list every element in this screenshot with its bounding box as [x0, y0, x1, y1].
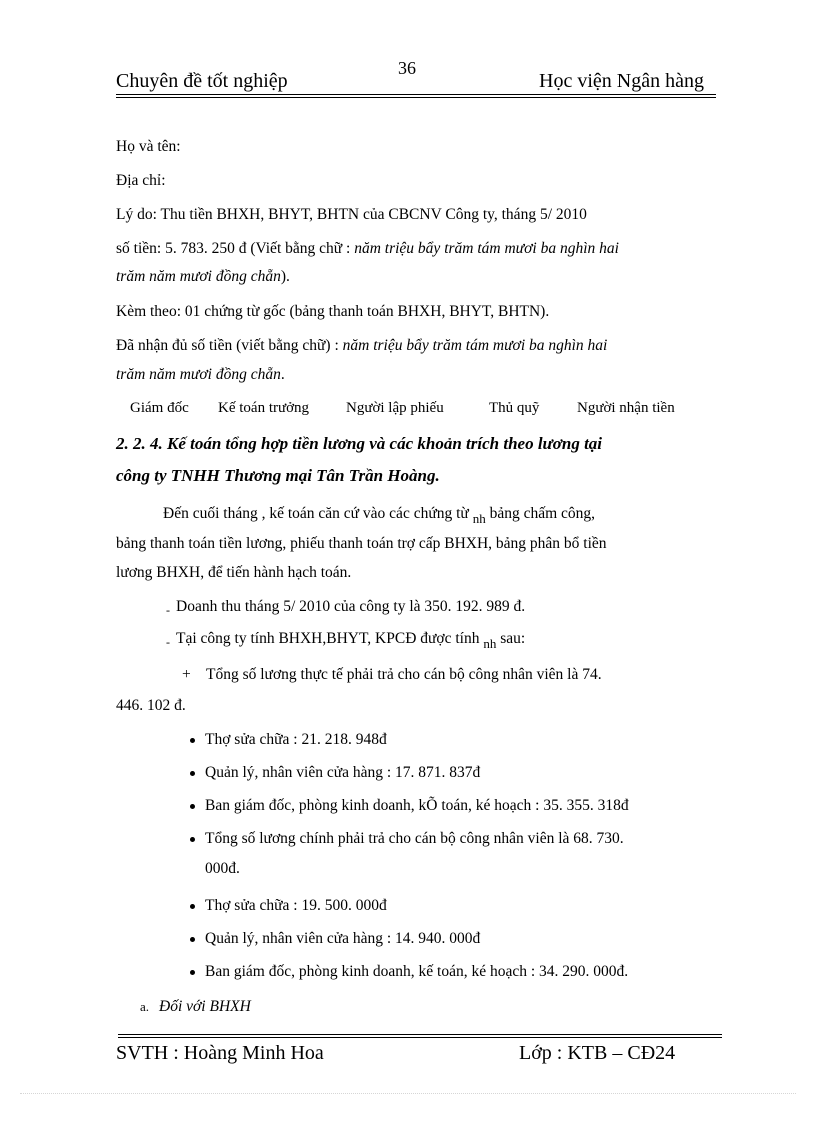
dash-item-revenue	[166, 598, 525, 618]
subsection-title: Đối với BHXH	[159, 998, 251, 1015]
bullet-icon	[190, 771, 195, 776]
paragraph-sub: nh	[472, 511, 486, 526]
bullet-icon	[190, 904, 195, 909]
received-close: .	[280, 366, 285, 383]
bullet-item	[190, 963, 628, 981]
bullet-item	[190, 764, 480, 782]
plus-marker: +	[182, 666, 191, 683]
reason-line: Lý do: Thu tiền BHXH, BHYT, BHTN của CBCNV Công ty, tháng 5/ 2010	[116, 206, 587, 223]
subsection-marker: a.	[140, 999, 150, 1014]
paragraph-line3: lương BHXH, để tiến hành hạch toán.	[116, 564, 352, 581]
bullet-item	[190, 930, 480, 948]
dash-marker-icon: -	[166, 603, 170, 617]
section-heading-line1: 2. 2. 4. Kế toán tổng hợp tiền lương và các khoản trích theo lương tại	[116, 434, 603, 453]
amount-line	[116, 240, 619, 258]
attached-line: Kèm theo: 01 chứng từ gốc (bảng thanh toán BHXH, BHYT, BHTN).	[116, 303, 550, 320]
dash-item-text-end: sau:	[496, 630, 526, 647]
footer-rule	[118, 1034, 722, 1035]
bullet-item	[190, 830, 624, 848]
amount-label: số tiền: 5. 783. 250 đ (Viết bằng chữ :	[116, 240, 355, 257]
received-line-2	[116, 366, 285, 384]
name-line: Họ và tên:	[116, 138, 181, 155]
bullet-text: Quản lý, nhân viên cửa hàng : 14. 940. 000đ	[205, 930, 481, 947]
plus-item-line1: Tổng số lương thực tế phải trả cho cán bộ công nhân viên là 74.	[206, 666, 602, 683]
bullet-item	[190, 731, 387, 749]
signature-cashier: Thủ quỹ	[489, 400, 540, 416]
paragraph-line2: bảng thanh toán tiền lương, phiếu thanh toán trợ cấp BHXH, bảng phân bổ tiền	[116, 535, 607, 552]
subsection-a	[140, 998, 251, 1016]
received-label: Đã nhận đủ số tiền (viết bằng chữ) :	[116, 337, 343, 354]
received-line	[116, 337, 607, 355]
footer-rule-2	[118, 1037, 722, 1038]
dash-marker-icon: -	[166, 635, 170, 649]
bullet-text: Tổng số lương chính phải trả cho cán bộ công nhân viên là 68. 730.	[205, 830, 624, 847]
header-left-title: Chuyên đề tốt nghiệp	[116, 70, 288, 92]
bullet-text: Thợ sửa chữa : 21. 218. 948đ	[205, 731, 387, 748]
bullet-item	[190, 797, 629, 815]
bullet-text: Ban giám đốc, phòng kinh doanh, kế toán, ké hoạch : 34. 290. 000đ.	[205, 963, 629, 980]
received-words-cont: trăm năm mươi đồng chẵn	[116, 366, 281, 383]
signature-chief-accountant: Kế toán trưởng	[218, 400, 310, 416]
bullet-icon	[190, 837, 195, 842]
footer-class: Lớp : KTB – CĐ24	[519, 1042, 676, 1064]
page-bottom-divider	[20, 1093, 796, 1094]
bullet-icon	[190, 804, 195, 809]
bullet-text: Thợ sửa chữa : 19. 500. 000đ	[205, 897, 387, 914]
footer-student: SVTH : Hoàng Minh Hoa	[116, 1042, 324, 1064]
paragraph-text-end: bảng chấm công,	[485, 505, 596, 522]
bullet-item	[190, 897, 387, 915]
bullet-icon	[190, 970, 195, 975]
amount-close: ).	[280, 268, 290, 285]
received-words: năm triệu bẩy trăm tám mươi ba nghìn hai	[342, 337, 608, 354]
header-rule-2	[116, 97, 716, 98]
dash-item-text: Doanh thu tháng 5/ 2010 của công ty là 350. 192. 989 đ.	[176, 598, 526, 615]
header-rule	[116, 94, 716, 95]
amount-words-cont: trăm năm mươi đồng chẵn	[116, 268, 281, 285]
dash-item-calculation	[166, 630, 525, 652]
amount-line-2	[116, 268, 290, 286]
bullet-text: Quản lý, nhân viên cửa hàng : 17. 871. 837đ	[205, 764, 481, 781]
page-number: 36	[398, 58, 416, 78]
paragraph-text: Đến cuối tháng , kế toán căn cứ vào các chứng từ	[163, 505, 473, 522]
bullet-icon	[190, 937, 195, 942]
bullet-item-cont: 000đ.	[205, 860, 240, 877]
dash-item-text: Tại công ty tính BHXH,BHYT, KPCĐ được tính	[176, 630, 484, 647]
paragraph-line1	[163, 505, 595, 527]
header-right-title: Học viện Ngân hàng	[539, 70, 704, 92]
signature-preparer: Người lập phiếu	[346, 400, 444, 416]
bullet-icon	[190, 738, 195, 743]
signature-receiver: Người nhận tiền	[577, 400, 675, 416]
signature-director: Giám đốc	[130, 400, 189, 416]
plus-item-line2: 446. 102 đ.	[116, 697, 186, 714]
section-heading-line2: công ty TNHH Thương mại Tân Trần Hoàng.	[116, 466, 440, 485]
dash-item-sub: nh	[483, 636, 497, 651]
address-line: Địa chỉ:	[116, 172, 166, 189]
bullet-text: Ban giám đốc, phòng kinh doanh, kÕ toán, ké hoạch : 35. 355. 318đ	[205, 797, 629, 814]
amount-words: năm triệu bẩy trăm tám mươi ba nghìn hai	[354, 240, 619, 257]
